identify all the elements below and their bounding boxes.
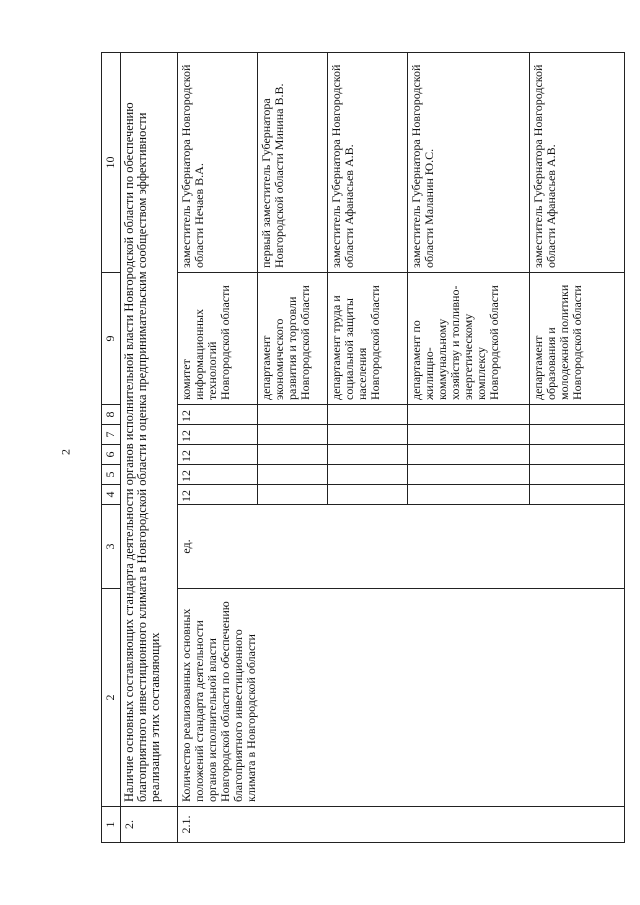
column-header: 3 (102, 505, 121, 589)
empty-cell (530, 485, 625, 505)
empty-cell (258, 465, 328, 485)
page-number: 2 (58, 449, 73, 455)
value-cell: 12 (178, 465, 258, 485)
empty-cell (408, 485, 530, 505)
empty-cell (328, 405, 408, 425)
empty-cell (530, 445, 625, 465)
empty-cell (328, 485, 408, 505)
empty-cell (408, 405, 530, 425)
plan-table (101, 52, 625, 843)
empty-cell (328, 465, 408, 485)
unit-cell: ед. (178, 505, 625, 589)
section-title: Наличие основных составляющих стандарта деятельности органов исполнительной власти Новгородской области по обеспечению благоприятного инвестиционного климата в Новгородской области и оценка предпринимательским сообществом эффективности реализации этих составляющих (121, 53, 178, 807)
column-header-row (102, 53, 121, 843)
empty-cell (328, 445, 408, 465)
column-header: 7 (102, 425, 121, 445)
empty-cell (530, 425, 625, 445)
value-cell: 12 (178, 485, 258, 505)
curator-cell: заместитель Губернатора Новгородской области Маланин Ю.С. (408, 53, 530, 273)
executor-cell: департамент по жилищно-коммунальному хозяйству и топливно-энергетическому комплексу Новгородской области (408, 273, 530, 405)
curator-cell: первый заместитель Губернатора Новгородской области Минина В.В. (258, 53, 328, 273)
empty-cell (258, 425, 328, 445)
column-header: 5 (102, 465, 121, 485)
empty-cell (408, 445, 530, 465)
executor-cell: департамент образования и молодежной политики Новгородской области (530, 273, 625, 405)
column-header: 2 (102, 589, 121, 807)
row-number: 2.1. (178, 807, 625, 843)
empty-cell (530, 405, 625, 425)
curator-cell: заместитель Губернатора Новгородской области Нечаев В.А. (178, 53, 258, 273)
value-cell: 12 (178, 425, 258, 445)
column-header: 1 (102, 807, 121, 843)
table-row (178, 53, 258, 843)
section-number: 2. (121, 807, 178, 843)
column-header: 9 (102, 273, 121, 405)
column-header: 6 (102, 445, 121, 465)
rotated-table-container (101, 53, 619, 843)
executor-cell: департамент экономического развития и торговли Новгородской области (258, 273, 328, 405)
empty-cell (258, 485, 328, 505)
column-header: 10 (102, 53, 121, 273)
empty-cell (408, 425, 530, 445)
column-header: 8 (102, 405, 121, 425)
indicator-text: Количество реализованных основных положений стандарта деятельности органов исполнительной власти Новгородской области по обеспечению благоприятного инвестиционного климата в Новгородской области (178, 589, 625, 807)
curator-cell: заместитель Губернатора Новгородской области Афанасьев А.В. (530, 53, 625, 273)
executor-cell: комитет информационных технологий Новгородской области (178, 273, 258, 405)
section-row (121, 53, 178, 843)
empty-cell (408, 465, 530, 485)
curator-cell: заместитель Губернатора Новгородской области Афанасьев А.В. (328, 53, 408, 273)
empty-cell (530, 465, 625, 485)
executor-cell: департамент труда и социальной защиты населения Новгородской области (328, 273, 408, 405)
empty-cell (328, 425, 408, 445)
value-cell: 12 (178, 405, 258, 425)
empty-cell (258, 405, 328, 425)
column-header: 4 (102, 485, 121, 505)
value-cell: 12 (178, 445, 258, 465)
empty-cell (258, 445, 328, 465)
